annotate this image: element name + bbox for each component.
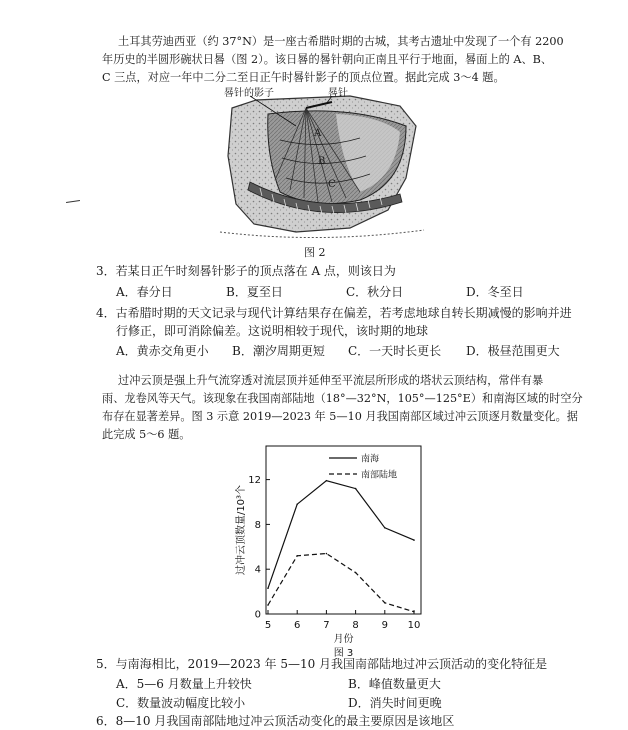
- q3-option-b[interactable]: B．夏至日: [226, 285, 283, 299]
- point-b-label: B: [318, 156, 326, 167]
- chart-caption: 图 3: [333, 648, 354, 659]
- q3-option-d[interactable]: D．冬至日: [466, 285, 524, 299]
- point-a-label: A: [314, 128, 322, 139]
- x-tick-label-4: 9: [381, 620, 388, 631]
- figure2-caption: 图 2: [304, 246, 326, 259]
- legend-label-0: 南海: [361, 454, 380, 465]
- label-gnomon-shadow: 晷针的影子: [224, 88, 274, 99]
- y-tick-label-0: 0: [254, 609, 261, 621]
- y-tick-label-1: 4: [254, 564, 261, 576]
- q6-stem: 6．8—10 月我国南部陆地过冲云顶活动变化的最主要原因是该地区: [96, 714, 455, 728]
- intro2-line-3: 布存在显著差异。图 3 示意 2019—2023 年 5—10 月我国南部区域过冲云顶逐月数量变化。据: [102, 410, 578, 423]
- q5-option-a[interactable]: A．5—6 月数量上升较快: [116, 677, 252, 691]
- intro2-line-2: 雨、龙卷风等天气。该现象在我国南部陆地（18°—32°N，105°—125°E）和南海区域的时空分: [102, 392, 583, 405]
- intro2-line-4: 此完成 5～6 题。: [102, 428, 191, 441]
- q4-stem-line-1: 4．古希腊时期的天文记录与现代计算结果存在偏差，若考虑地球自转长期减慢的影响并进: [96, 306, 572, 320]
- series-1-point-5: [413, 611, 415, 613]
- q4-option-c[interactable]: C．一天时长更长: [348, 344, 442, 358]
- series-1-point-3: [355, 572, 357, 574]
- x-axis-label: 月份: [333, 634, 354, 645]
- intro2-line-1: 过冲云顶是强上升气流穿透对流层顶并延伸至平流层所形成的塔状云顶结构，常伴有暴: [118, 374, 544, 387]
- intro1-line-2: 年历史的半圆形碗状日晷（图 2）。该日晷的晷针朝向正南且平行于地面，晷面上的 A、B、: [102, 53, 553, 66]
- series-1-point-1: [296, 555, 298, 557]
- series-0-point-3: [355, 488, 357, 490]
- q3-option-a[interactable]: A．春分日: [116, 285, 173, 299]
- q4-stem-line-2: 行修正，即可消除偏差。这说明相较于现代，该时期的地球: [116, 324, 429, 338]
- x-tick-label-3: 8: [352, 620, 359, 631]
- intro1-line-1: 土耳其劳迪西亚（约 37°N）是一座古希腊时期的古城，其考古遗址中发现了一个有 2200: [118, 35, 564, 48]
- y-axis-label: 过冲云顶数量/10³个: [236, 484, 247, 576]
- intro1-line-3: C 三点，对应一年中二分二至日正午时晷针影子的顶点位置。据此完成 3～4 题。: [102, 71, 505, 84]
- q5-option-b[interactable]: B．峰值数量更大: [348, 677, 441, 691]
- x-tick-label-0: 5: [264, 620, 272, 631]
- series-1-point-0: [267, 604, 269, 606]
- series-0-point-1: [296, 503, 298, 505]
- x-tick-label-2: 7: [323, 620, 330, 631]
- q4-option-a[interactable]: A．黄赤交角更小: [116, 344, 209, 358]
- series-line-0: [268, 481, 414, 589]
- legend-label-1: 南部陆地: [361, 470, 398, 481]
- x-tick-label-1: 6: [294, 620, 301, 631]
- q3-stem: 3．若某日正午时刻晷针影子的顶点落在 A 点，则该日为: [96, 264, 396, 278]
- q4-option-d[interactable]: D．极昼范围更大: [466, 344, 560, 358]
- q3-option-c[interactable]: C．秋分日: [346, 285, 404, 299]
- series-0-point-0: [267, 587, 269, 589]
- overshooting-tops-chart: [216, 440, 456, 660]
- stray-mark: [66, 200, 80, 203]
- y-tick-label-2: 8: [254, 519, 261, 531]
- q4-option-b[interactable]: B．潮汐周期更短: [232, 344, 325, 358]
- label-gnomon: 晷针: [328, 88, 348, 99]
- series-0-point-4: [384, 527, 386, 529]
- series-0-point-5: [413, 539, 415, 541]
- plot-frame: [266, 446, 421, 614]
- series-1-point-2: [326, 553, 328, 555]
- point-c-label: C: [328, 179, 336, 190]
- q5-option-c[interactable]: C．数量波动幅度比较小: [116, 696, 246, 710]
- x-tick-label-5: 10: [407, 620, 421, 631]
- series-1-point-4: [384, 602, 386, 604]
- series-line-1: [268, 554, 414, 612]
- sundial-figure: [210, 86, 430, 246]
- series-0-point-2: [326, 480, 328, 482]
- q5-stem: 5．与南海相比，2019—2023 年 5—10 月我国南部陆地过冲云顶活动的变化特征是: [96, 657, 548, 671]
- q5-option-d[interactable]: D．消失时间更晚: [348, 696, 442, 710]
- y-tick-label-3: 12: [248, 475, 261, 487]
